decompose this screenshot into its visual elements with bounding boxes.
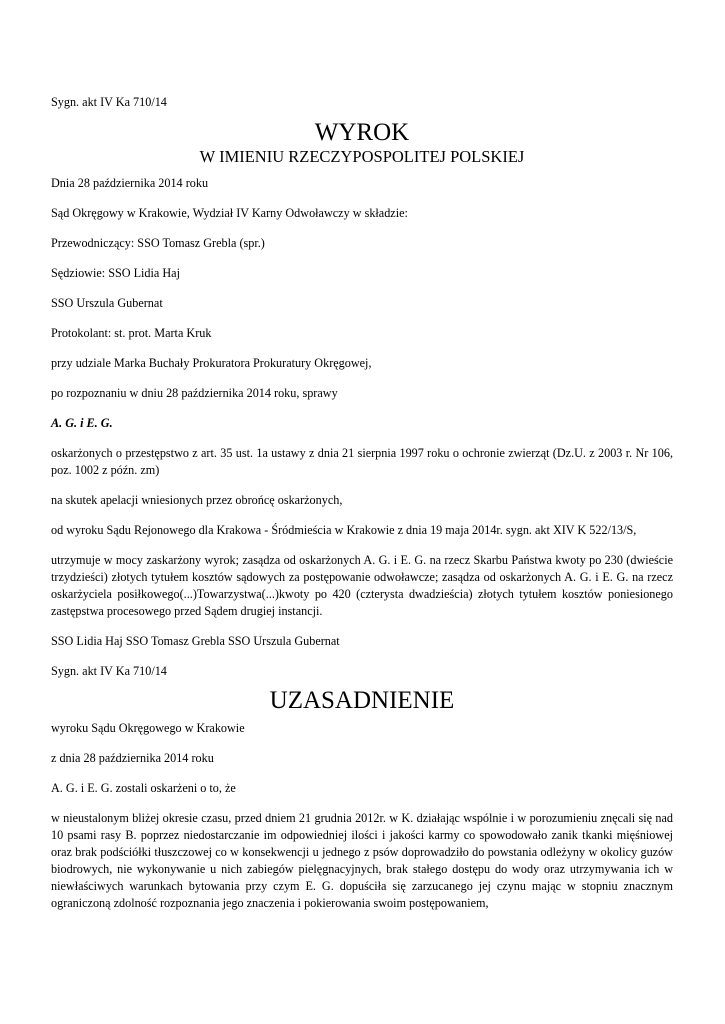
verdict-date: Dnia 28 października 2014 roku — [51, 176, 209, 190]
prosecutor: przy udziale Marka Buchały Prokuratora Prokuratury Okręgowej, — [51, 356, 372, 370]
ruling: utrzymuje w mocy zaskarżony wyrok; zasądza od oskarżonych A. G. i E. G. na rzecz Skarbu Państwa kwoty po 230 (dwieście trzydzieści) złotych tytułem kosztów sądowych za postępowanie odwoławcze; zasądza od oskarżonych A. G. i E. G. na rzecz oskarżyciela posiłkowego(...)Towarzystwa(...)kwoty po 420 (czterysta dwadzieścia) złotych tytułem kosztów poniesionego zastępstwa procesowego przed Sądem drugiej instancji. — [51, 553, 673, 618]
court-composition: Sąd Okręgowy w Krakowie, Wydział IV Karny Odwoławczy w składzie: — [51, 206, 408, 220]
verdict-title: WYROK — [314, 119, 410, 146]
verdict-subtitle: W IMIENIU RZECZYPOSPOLITEJ POLSKIEJ — [199, 147, 525, 166]
charge-description: w nieustalonym bliżej okresie czasu, przed dniem 21 grudnia 2012r. w K. działając wspólnie i w porozumieniu znęcali się nad 10 psami rasy B. poprzez niedostarczanie im odpowiedniej ilości i jakości karmy co spowodowało zanik tkanki mięśniowej oraz brak podściółki tłuszczowej co w konsekwencji u jednego z psów doprowadziło do powstania odleżyny w okolicy guzów biodrowych, nie wykonywanie u nich zabiegów pielęgnacyjnych, brak stałego dostępu do wody oraz utrzymywania ich w niewłaściwych warunkach bytowania przy czym E. G. dopuściła się zarzucanego jej czynu mając w stopniu znacznym ograniczoną zdolność rozpoznania jego znaczenia i pokierowania swoim postępowaniem, — [51, 811, 673, 910]
charges: oskarżonych o przestępstwo z art. 35 ust. 1a ustawy z dnia 21 sierpnia 1997 roku o ochronie zwierząt (Dz.U. z 2003 r. Nr 106, poz. 1002 z późn. zm) — [51, 446, 673, 477]
case-number: Sygn. akt IV Ka 710/14 — [51, 95, 167, 109]
parties: A. G. i E. G. — [51, 416, 113, 430]
appeal-info: na skutek apelacji wniesionych przez obrońcę oskarżonych, — [51, 493, 343, 507]
lower-court-verdict: od wyroku Sądu Rejonowego dla Krakowa - Śródmieścia w Krakowie z dnia 19 maja 2014r. sygn. akt XIV K 522/13/S, — [51, 523, 637, 537]
presiding-judge: Przewodniczący: SSO Tomasz Grebla (spr.) — [51, 236, 265, 250]
document-page — [51, 94, 673, 912]
judges: Sędziowie: SSO Lidia Haj — [51, 266, 180, 280]
justification-title: UZASADNIENIE — [269, 687, 455, 714]
signatures: SSO Lidia Haj SSO Tomasz Grebla SSO Urszula Gubernat — [51, 634, 340, 648]
judge-second: SSO Urszula Gubernat — [51, 296, 163, 310]
accused-intro: A. G. i E. G. zostali oskarżeni o to, że — [51, 781, 236, 795]
justification-of-verdict: wyroku Sądu Okręgowego w Krakowie — [51, 721, 245, 735]
hearing-info: po rozpoznaniu w dniu 28 października 2014 roku, sprawy — [51, 386, 338, 400]
court-clerk: Protokolant: st. prot. Marta Kruk — [51, 326, 212, 340]
justification-case-number: Sygn. akt IV Ka 710/14 — [51, 664, 167, 678]
justification-date: z dnia 28 października 2014 roku — [51, 751, 214, 765]
